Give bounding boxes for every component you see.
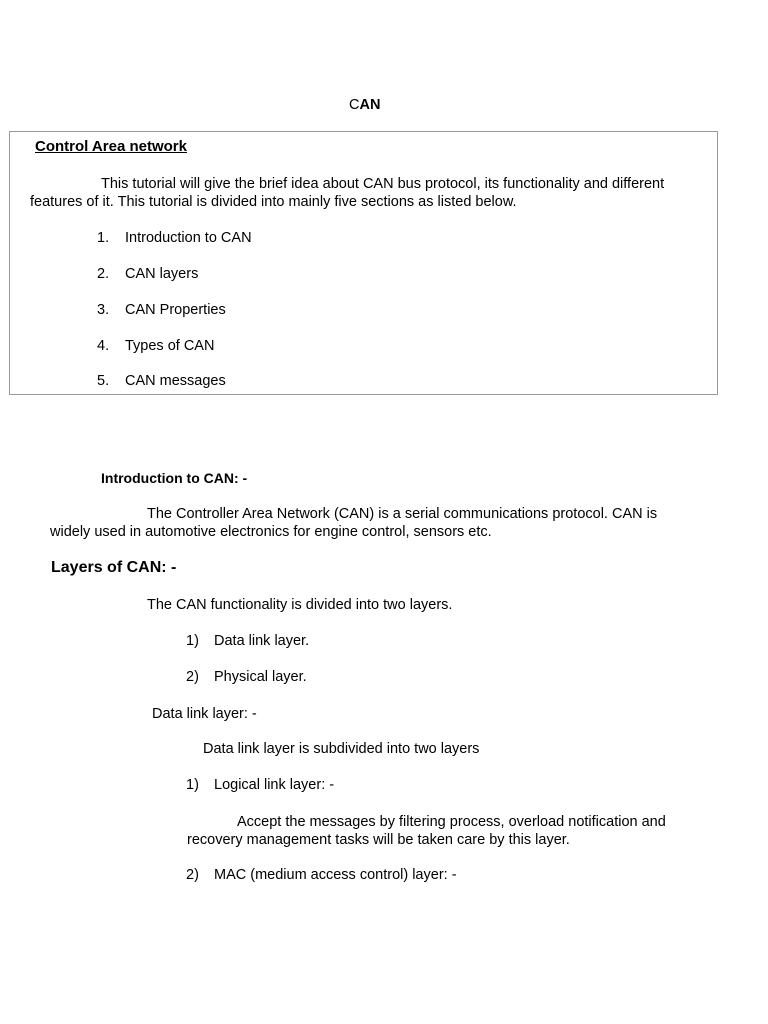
sublayer-item-text: MAC (medium access control) layer: -: [214, 867, 457, 883]
layer-item-text: Data link layer.: [214, 633, 310, 649]
dll-lead: Data link layer is subdivided into two layers: [203, 741, 480, 757]
list-item-number: 2.: [97, 266, 110, 282]
intro-text: The Controller Area Network (CAN) is a serial communications protocol. CAN is widely used in automotive electronics for engine control, sensors etc.: [50, 506, 658, 540]
layer-item-number: 1): [186, 633, 199, 649]
title-suffix: AN: [359, 97, 381, 113]
sublayer-item-text: Logical link layer: -: [214, 777, 335, 793]
list-item-text: Types of CAN: [125, 338, 215, 354]
layer-item-text: Physical layer.: [214, 669, 307, 685]
document-title: [349, 96, 380, 114]
list-item-number: 3.: [97, 302, 110, 318]
layers-heading: Layers of CAN: -: [51, 559, 177, 576]
list-item-text: CAN Properties: [125, 302, 226, 318]
list-item-number: 4.: [97, 338, 110, 354]
dll-heading: Data link layer: -: [152, 706, 257, 722]
sublayer-item-number: 1): [186, 777, 199, 793]
list-item-number: 5.: [97, 373, 110, 389]
overview-box: [9, 131, 718, 395]
list-item-text: CAN messages: [125, 373, 226, 389]
list-item-number: 1.: [97, 230, 110, 246]
box-heading: Control Area network: [35, 138, 187, 155]
list-item-text: CAN layers: [125, 266, 199, 282]
sublayer-item-number: 2): [186, 867, 199, 883]
overview-paragraph: [30, 175, 710, 211]
title-prefix: C: [349, 97, 360, 113]
llc-paragraph: [187, 813, 687, 849]
list-item-text: Introduction to CAN: [125, 230, 252, 246]
llc-text: Accept the messages by filtering process, overload notification and recovery management tasks will be taken care by this layer.: [187, 814, 666, 848]
intro-paragraph: [50, 505, 690, 541]
overview-text: This tutorial will give the brief idea about CAN bus protocol, its functionality and different features of it. This tutorial is divided into mainly five sections as listed below.: [30, 176, 665, 210]
intro-heading: Introduction to CAN: -: [101, 470, 248, 486]
layer-item-number: 2): [186, 669, 199, 685]
layers-lead: The CAN functionality is divided into two layers.: [147, 597, 453, 613]
